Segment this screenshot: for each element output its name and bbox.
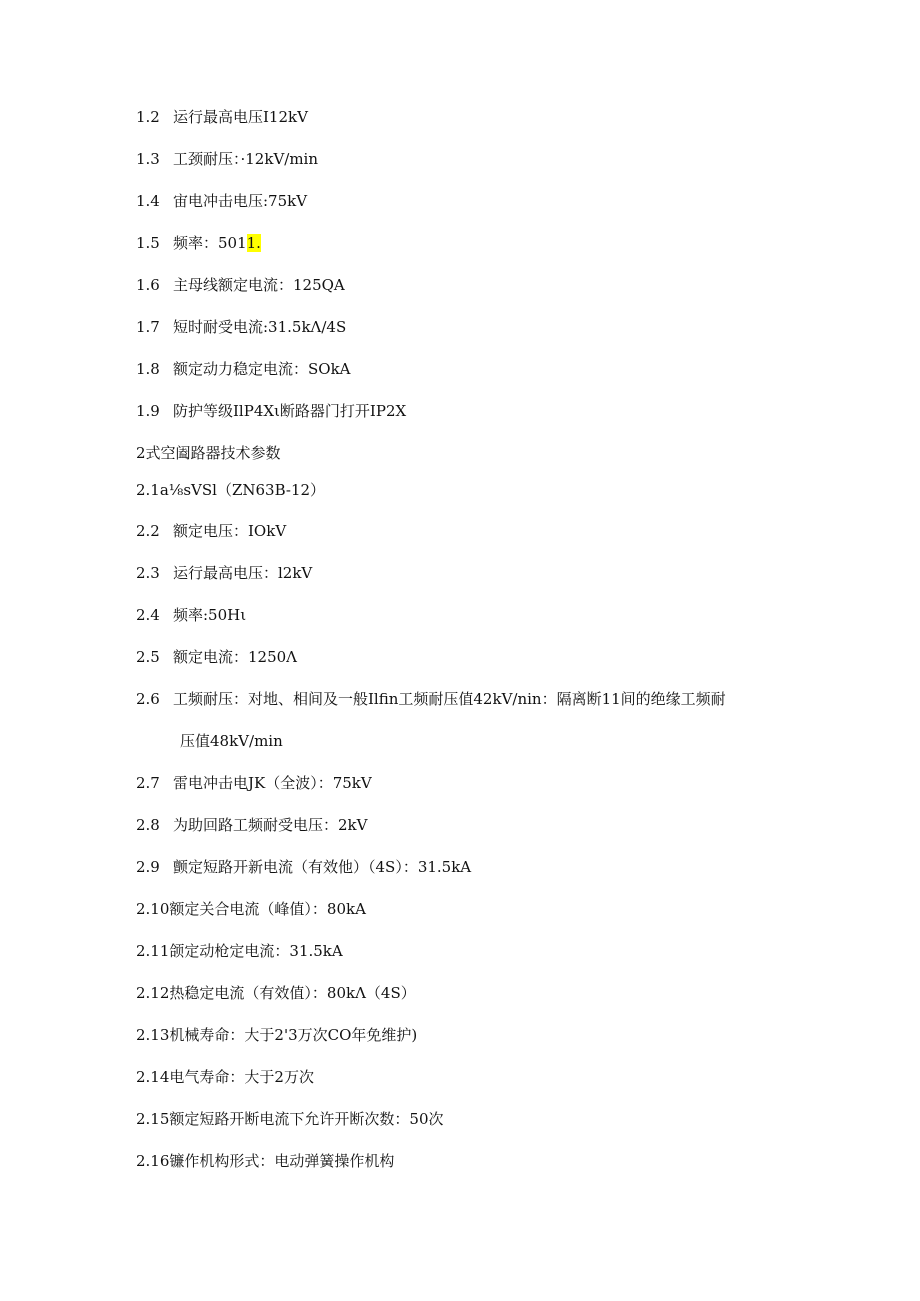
item-number: 2.2 [136,522,160,540]
spec-line-2-7 [136,773,372,793]
item-text: 2.10额定关合电流（峰值）：80kA [136,900,366,918]
spec-line-2-14 [136,1067,314,1087]
item-text: 雷电冲击电JK（全波）：75kV [173,774,372,792]
item-number: 2.6 [136,690,160,708]
spec-line-2-8 [136,815,367,835]
spec-line-2-6 [136,689,726,709]
item-text: 工频耐压：对地、相间及一般Ilfin工频耐压值42kV∕nin：隔离断11间的绝缘工频耐 [173,690,726,708]
item-text: 2.13机械寿命：大于2'3万次CO年免维护) [136,1026,418,1044]
item-text: 宙电冲击电压:75kV [173,192,308,210]
item-text: 频率：501 [173,234,247,252]
spec-line-1-3 [136,149,318,169]
spec-line-2-6-continued [180,731,283,751]
spec-line-2-15 [136,1109,444,1129]
spec-line-1-8 [136,359,351,379]
item-number: 2.9 [136,858,160,876]
item-number: 1.7 [136,318,160,336]
spec-line-1-4 [136,191,307,211]
item-number: 2.4 [136,606,160,624]
item-number: 1.9 [136,402,160,420]
item-text: 额定电压：IOkV [173,522,287,540]
item-number: 2.8 [136,816,160,834]
item-number: 1.5 [136,234,160,252]
item-number: 1.2 [136,108,160,126]
item-text: 额定电流：1250Λ [173,648,298,666]
highlighted-text: 1. [246,234,261,252]
item-number: 1.3 [136,150,160,168]
spec-line-1-7 [136,317,346,337]
spec-line-2-12 [136,983,416,1003]
item-text: 2.14电气寿命：大于2万次 [136,1068,314,1086]
item-text: 工颈耐压：·12kV∕min [173,150,319,168]
spec-line-2-9 [136,857,471,877]
item-text: 为助回路工频耐受电压：2kV [173,816,368,834]
item-number: 1.4 [136,192,160,210]
item-number: 2.3 [136,564,160,582]
item-text: 运行最高电压：l2kV [173,564,313,582]
spec-line-1-5 [136,233,261,253]
item-text: 频率:50Hι [173,606,247,624]
item-text: 额定动力稳定电流：SOkA [173,360,351,378]
item-number: 1.6 [136,276,160,294]
item-text: 2.16镰作机构形式：电动弹簧操作机构 [136,1152,395,1170]
spec-line-2-4 [136,605,246,625]
spec-line-1-2 [136,107,308,127]
spec-line-2-1 [136,480,325,500]
section-heading [136,443,281,463]
item-number: 2.5 [136,648,160,666]
spec-line-2-16 [136,1151,394,1171]
section-heading-text: 2式空阖路器技术参数 [136,444,281,462]
item-text: 2.15额定短路开断电流下允许开断次数：50次 [136,1110,444,1128]
item-text: 2.12热稳定电流（有效值）：80kΛ（4S） [136,984,416,1002]
item-text: 防护等级IlP4Xι断路器门打开IP2X [173,402,407,420]
item-text: 颤定短路开新电流（有效他）（4S）：31.5kA [173,858,472,876]
spec-line-2-3 [136,563,312,583]
spec-line-1-9 [136,401,406,421]
spec-line-2-11 [136,941,343,961]
item-text: 2.1a⅛sVSl（ZN63B-12） [136,481,326,499]
item-text: 2.11颌定动枪定电流：31.5kA [136,942,343,960]
item-text: 压值48kV∕min [180,732,283,750]
spec-line-2-5 [136,647,297,667]
item-number: 2.7 [136,774,160,792]
item-text: 短时耐受电流:31.5kΛ∕4S [173,318,347,336]
item-text: 主母线额定电流：125QA [173,276,345,294]
spec-line-2-13 [136,1025,417,1045]
item-number: 1.8 [136,360,160,378]
spec-line-2-2 [136,521,286,541]
spec-line-1-6 [136,275,345,295]
item-text: 运行最高电压I12kV [173,108,308,126]
spec-line-2-10 [136,899,366,919]
